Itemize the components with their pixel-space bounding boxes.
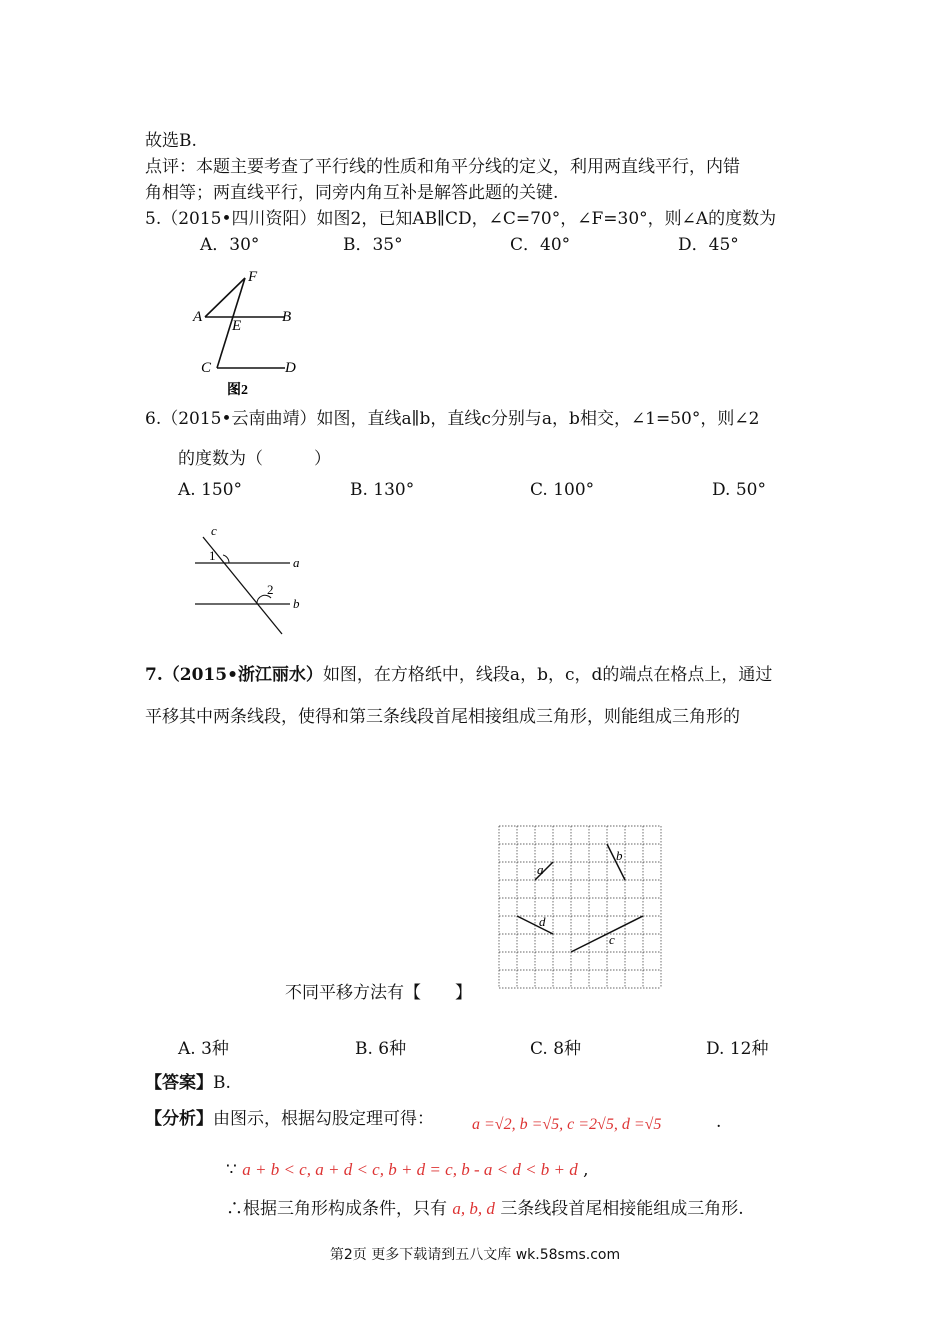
q6-figure — [185, 522, 360, 637]
q5-label-c: C — [201, 360, 212, 376]
q5-stem — [145, 204, 776, 229]
q7-lengths-formula: a =√2, b =√5, c =2√5, d =√5 — [472, 1116, 662, 1133]
q5-figure — [185, 268, 325, 398]
q7-option-d: D. 12种 — [706, 1039, 769, 1059]
q7-grid-lines — [499, 826, 661, 988]
q7-answer-value: B. — [213, 1073, 231, 1093]
q7-option-a: A. 3种 — [178, 1039, 229, 1059]
q7-text: 如图，在方格纸中，线段a，b，c，d的端点在格点上，通过 — [322, 665, 773, 685]
q7-number: 7. — [145, 665, 163, 685]
q6-option-a: A. 150° — [178, 480, 243, 500]
q7-label-c: c — [609, 932, 615, 947]
q7-label-b: b — [616, 848, 623, 863]
q6-option-d: D. 50° — [712, 480, 766, 500]
q7-answer — [145, 1068, 231, 1093]
q7-answer-tag: 【答案】 — [145, 1073, 213, 1093]
q5-label-b: B — [282, 309, 292, 325]
q7-stem-line-3: 不同平移方法有【 】 — [285, 983, 472, 1003]
q6-stem-line-1 — [145, 404, 759, 429]
q7-conclusion-suffix: 三条线段首尾相接能组成三角形. — [500, 1199, 744, 1219]
conclusion-text: 故选B. — [145, 131, 197, 151]
because-symbol: ∵ — [226, 1160, 237, 1180]
q6-number: 6. — [145, 409, 162, 429]
comment-line-1: 点评：本题主要考查了平行线的性质和角平分线的定义，利用两直线平行，内错 — [145, 157, 740, 177]
q7-analysis-line — [145, 1104, 434, 1129]
q7-formula-period: . — [716, 1112, 722, 1132]
q7-label-d: d — [539, 914, 546, 929]
q7-label-a: a — [537, 862, 544, 877]
q6-label-b: b — [293, 596, 300, 611]
page-footer: 第2页 更多下载请到五八文库 wk.58sms.com — [329, 1247, 621, 1263]
q7-conclusion-prefix: ∴根据三角形构成条件，只有 — [226, 1199, 447, 1219]
q5-text: 如图2，已知AB∥CD，∠C=70°，∠F=30°，则∠A的度数为 — [316, 209, 777, 229]
q7-analysis-tag: 【分析】 — [145, 1109, 213, 1129]
q5-number: 5. — [145, 209, 162, 229]
q7-option-b: B. 6种 — [355, 1039, 407, 1059]
comment-line-2: 角相等；两直线平行，同旁内角互补是解答此题的关键. — [145, 183, 559, 203]
q6-source: （2015•云南曲靖） — [161, 409, 317, 429]
q7-conclusion-segments: a, b, d — [452, 1199, 495, 1218]
q5-caption: 图2 — [227, 383, 248, 398]
q7-option-c: C. 8种 — [530, 1039, 582, 1059]
q5-label-d: D — [285, 360, 296, 376]
q6-label-2: 2 — [267, 582, 274, 597]
q6-option-c: C. 100° — [530, 480, 595, 500]
q5-option-b: B．35° — [343, 235, 403, 255]
q5-option-d: D．45° — [678, 235, 739, 255]
q7-grid-figure — [495, 822, 670, 992]
q5-label-a: A — [193, 309, 203, 325]
q7-inequality-line: ∵ a + b < c, a + d < c, b + d = c, b - a < d < b + d , — [226, 1160, 589, 1180]
q6-label-c: c — [211, 523, 217, 538]
q6-stem-line-2: 的度数为（ ） — [178, 449, 331, 469]
q5-option-c: C．40° — [510, 235, 571, 255]
q5-option-a: A．30° — [200, 235, 260, 255]
q5-label-e: E — [232, 318, 242, 334]
q7-conclusion-line — [226, 1194, 744, 1219]
q7-inequalities: a + b < c, a + d < c, b + d = c, b - a < d < b + d — [242, 1160, 578, 1179]
q6-label-1: 1 — [209, 548, 216, 563]
q6-option-b: B. 130° — [350, 480, 415, 500]
q7-stem-line-2: 平移其中两条线段，使得和第三条线段首尾相接组成三角形，则能组成三角形的 — [145, 707, 740, 727]
q7-stem-line-1 — [145, 660, 772, 685]
q6-label-a: a — [293, 555, 300, 570]
q5-label-f: F — [248, 269, 258, 285]
q5-source: （2015•四川资阳） — [161, 209, 317, 229]
q7-analysis-text: 由图示，根据勾股定理可得： — [213, 1109, 434, 1129]
q6-text: 如图，直线a∥b，直线c分别与a，b相交，∠1=50°，则∠2 — [316, 409, 760, 429]
q7-source: （2015•浙江丽水） — [162, 665, 323, 685]
